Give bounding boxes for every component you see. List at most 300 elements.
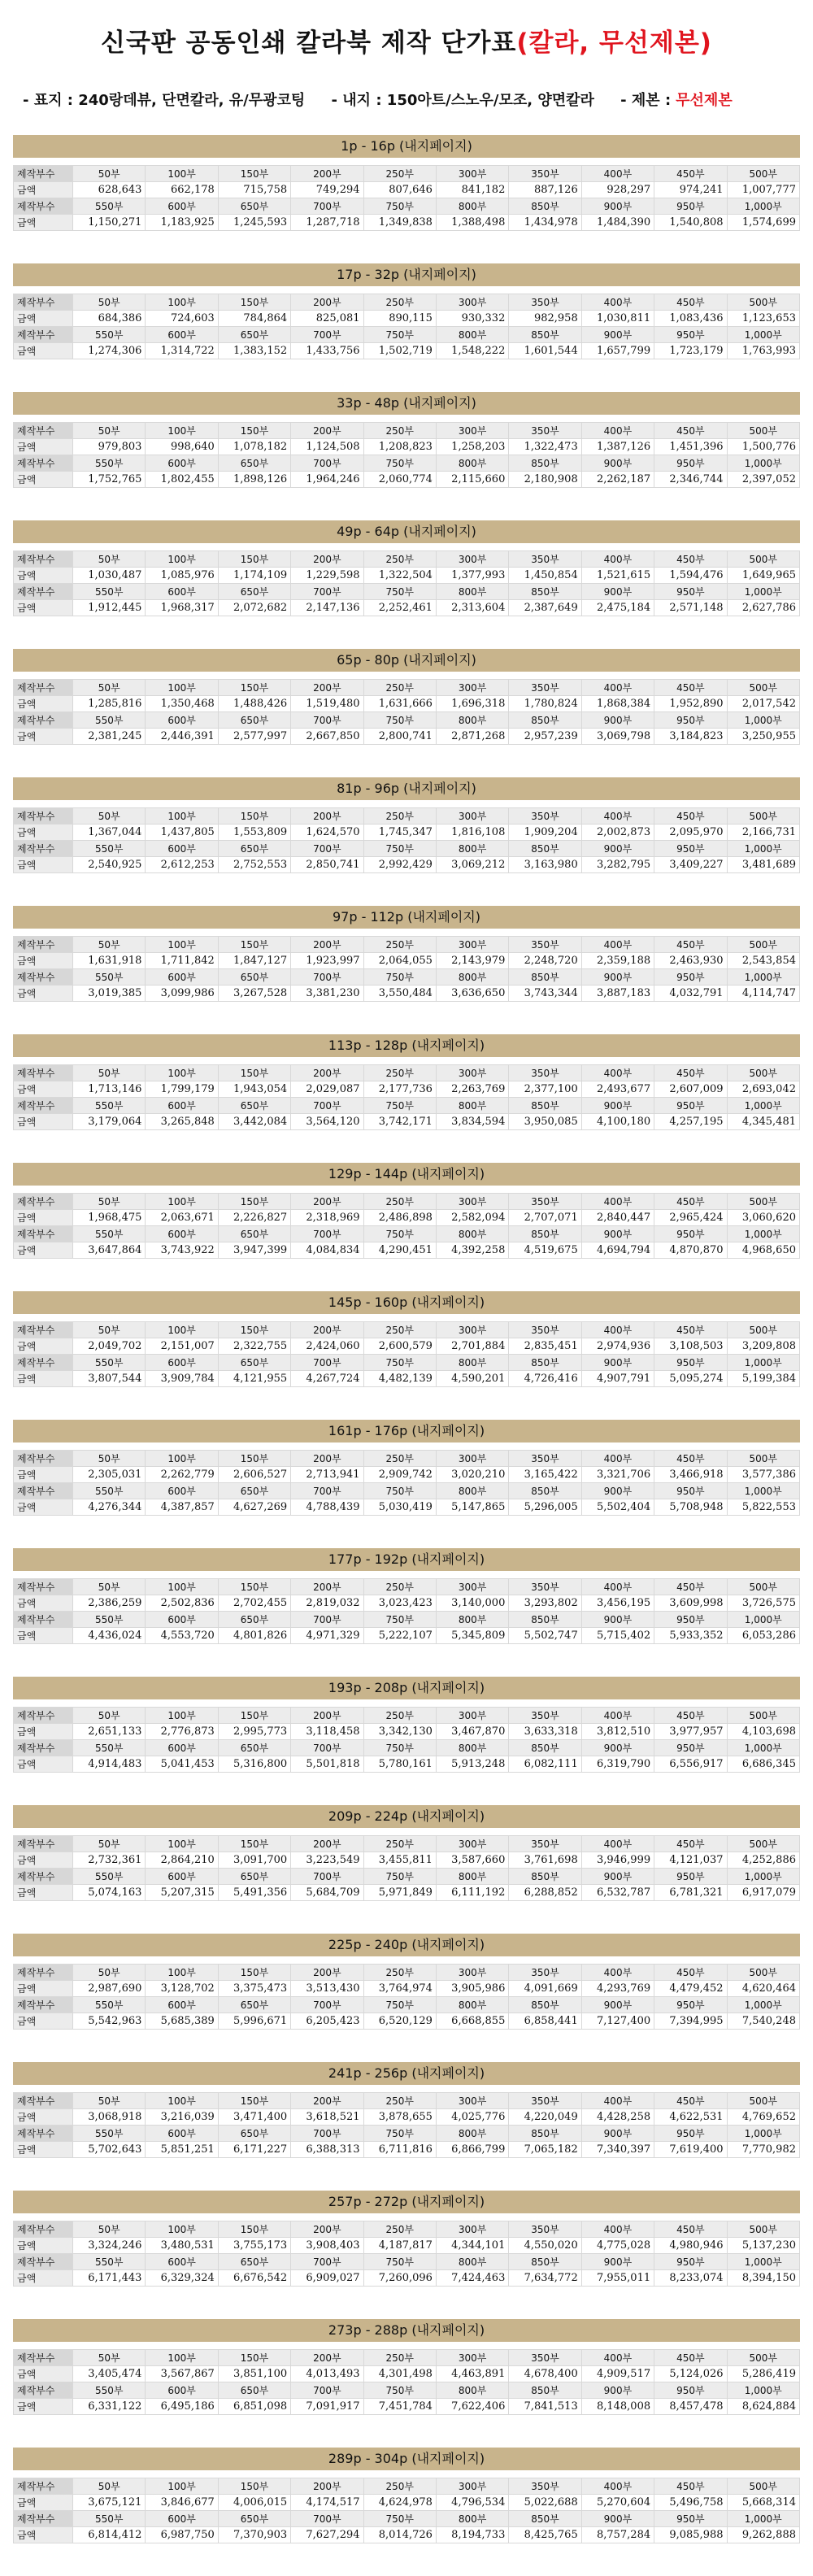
- quantity-row-label: 제작부수: [14, 198, 73, 215]
- quantity-row-cell: 300부: [436, 808, 508, 825]
- amount-row-cell: 1,007,777: [727, 182, 799, 198]
- quantity-row-cell: 100부: [146, 294, 218, 311]
- amount-row-cell: 1,624,570: [291, 825, 363, 841]
- quantity-row-cell: 750부: [363, 198, 436, 215]
- quantity-row-cell: 50부: [73, 1322, 146, 1338]
- quantity-row: [14, 1965, 800, 1981]
- amount-row-cell: 2,987,690: [73, 1981, 146, 1997]
- amount-row-cell: 5,702,643: [73, 2142, 146, 2158]
- amount-row-cell: 1,500,776: [727, 439, 799, 455]
- amount-row-label: 금액: [14, 825, 73, 841]
- amount-row-cell: 3,636,650: [436, 986, 508, 1002]
- amount-row-cell: 3,743,922: [146, 1242, 218, 1259]
- quantity-row-cell: 750부: [363, 1612, 436, 1628]
- quantity-row-cell: 900부: [581, 969, 654, 986]
- amount-row-cell: 1,314,722: [146, 343, 218, 359]
- section-page-range: 65p - 80p (내지페이지): [13, 649, 800, 672]
- quantity-row-cell: 600부: [146, 2382, 218, 2399]
- quantity-row-cell: 800부: [436, 584, 508, 600]
- amount-row-cell: 6,909,027: [291, 2270, 363, 2287]
- quantity-row-cell: 600부: [146, 1355, 218, 1371]
- quantity-row: [14, 423, 800, 439]
- quantity-row-cell: 650부: [218, 1355, 290, 1371]
- quantity-row-cell: 950부: [654, 327, 727, 343]
- quantity-row-cell: 250부: [363, 1194, 436, 1210]
- quantity-row-cell: 200부: [291, 680, 363, 696]
- quantity-row-cell: 350부: [509, 2221, 581, 2238]
- quantity-row-label: 제작부수: [14, 1997, 73, 2013]
- quantity-row-cell: 900부: [581, 1869, 654, 1885]
- amount-row-cell: 2,543,854: [727, 953, 799, 969]
- quantity-row-cell: 850부: [509, 969, 581, 986]
- quantity-row-cell: 300부: [436, 166, 508, 182]
- quantity-row-cell: 350부: [509, 680, 581, 696]
- amount-row-cell: 4,103,698: [727, 1724, 799, 1740]
- amount-row-cell: 4,276,344: [73, 1499, 146, 1516]
- amount-row-cell: 4,980,946: [654, 2238, 727, 2254]
- amount-row-cell: 3,609,998: [654, 1595, 727, 1612]
- amount-row-cell: 1,657,799: [581, 343, 654, 359]
- quantity-row: [14, 1997, 800, 2013]
- quantity-row-cell: 1,000부: [727, 1997, 799, 2013]
- amount-row-cell: 2,359,188: [581, 953, 654, 969]
- quantity-row-cell: 500부: [727, 1322, 799, 1338]
- quantity-row-cell: 600부: [146, 1612, 218, 1628]
- amount-row-cell: 2,475,184: [581, 600, 654, 616]
- quantity-row-cell: 150부: [218, 1708, 290, 1724]
- amount-row-cell: 1,763,993: [727, 343, 799, 359]
- amount-row-cell: 7,370,903: [218, 2527, 290, 2543]
- amount-row-cell: 1,387,126: [581, 439, 654, 455]
- quantity-row: [14, 198, 800, 215]
- quantity-row-cell: 950부: [654, 455, 727, 472]
- quantity-row-cell: 550부: [73, 2382, 146, 2399]
- amount-row-cell: 2,864,210: [146, 1852, 218, 1869]
- amount-row-cell: 4,775,028: [581, 2238, 654, 2254]
- quantity-row-cell: 400부: [581, 680, 654, 696]
- quantity-row-cell: 500부: [727, 423, 799, 439]
- spec-binding-label: - 제본 :: [620, 92, 672, 109]
- quantity-row-cell: 950부: [654, 1612, 727, 1628]
- quantity-row-cell: 600부: [146, 2126, 218, 2142]
- amount-row-cell: 3,947,399: [218, 1242, 290, 1259]
- quantity-row-cell: 500부: [727, 2350, 799, 2366]
- quantity-row-label: 제작부수: [14, 1098, 73, 1114]
- amount-row-cell: 3,909,784: [146, 1371, 218, 1387]
- amount-row: [14, 439, 800, 455]
- amount-row-cell: 5,316,800: [218, 1756, 290, 1773]
- quantity-row-cell: 700부: [291, 327, 363, 343]
- amount-row-cell: 5,996,671: [218, 2013, 290, 2030]
- quantity-row-cell: 850부: [509, 2511, 581, 2527]
- price-table: [13, 679, 800, 745]
- quantity-row-cell: 750부: [363, 2511, 436, 2527]
- quantity-row-cell: 950부: [654, 2254, 727, 2270]
- amount-row-cell: 3,020,210: [436, 1467, 508, 1483]
- amount-row-cell: 1,752,765: [73, 472, 146, 488]
- amount-row-cell: 3,321,706: [581, 1467, 654, 1483]
- quantity-row-cell: 500부: [727, 1708, 799, 1724]
- amount-row-cell: 5,222,107: [363, 1628, 436, 1644]
- amount-row-cell: 2,029,087: [291, 1081, 363, 1098]
- quantity-row-cell: 750부: [363, 327, 436, 343]
- amount-row-cell: 6,319,790: [581, 1756, 654, 1773]
- amount-row-cell: 930,332: [436, 311, 508, 327]
- amount-row-cell: 6,711,816: [363, 2142, 436, 2158]
- quantity-row-cell: 400부: [581, 937, 654, 953]
- amount-row: [14, 1756, 800, 1773]
- quantity-row: [14, 2350, 800, 2366]
- quantity-row-cell: 700부: [291, 1098, 363, 1114]
- quantity-row-cell: 350부: [509, 1836, 581, 1852]
- quantity-row-cell: 550부: [73, 198, 146, 215]
- price-section: [0, 520, 813, 649]
- price-table: [13, 2221, 800, 2287]
- quantity-row-cell: 500부: [727, 1194, 799, 1210]
- quantity-row-cell: 600부: [146, 1740, 218, 1756]
- quantity-row-cell: 350부: [509, 937, 581, 953]
- quantity-row-cell: 150부: [218, 551, 290, 568]
- amount-row-cell: 1,912,445: [73, 600, 146, 616]
- quantity-row-cell: 700부: [291, 1355, 363, 1371]
- quantity-row: [14, 808, 800, 825]
- quantity-row-cell: 550부: [73, 969, 146, 986]
- quantity-row-cell: 300부: [436, 1065, 508, 1081]
- quantity-row-cell: 800부: [436, 1997, 508, 2013]
- amount-row: [14, 2142, 800, 2158]
- quantity-row-cell: 950부: [654, 712, 727, 729]
- quantity-row-cell: 900부: [581, 2511, 654, 2527]
- amount-row-cell: 4,091,669: [509, 1981, 581, 1997]
- quantity-row-cell: 550부: [73, 1483, 146, 1499]
- quantity-row-cell: 1,000부: [727, 712, 799, 729]
- amount-row-cell: 3,513,430: [291, 1981, 363, 1997]
- amount-row-cell: 1,350,468: [146, 696, 218, 712]
- amount-row-cell: 6,331,122: [73, 2399, 146, 2415]
- quantity-row-label: 제작부수: [14, 1869, 73, 1885]
- amount-row-cell: 3,216,039: [146, 2109, 218, 2126]
- price-table: [13, 294, 800, 359]
- quantity-row-cell: 850부: [509, 198, 581, 215]
- quantity-row-cell: 100부: [146, 937, 218, 953]
- amount-row-cell: 1,287,718: [291, 215, 363, 231]
- quantity-row-cell: 550부: [73, 1869, 146, 1885]
- quantity-row-cell: 550부: [73, 712, 146, 729]
- quantity-row-cell: 1,000부: [727, 969, 799, 986]
- amount-row-cell: 4,870,870: [654, 1242, 727, 1259]
- quantity-row-cell: 400부: [581, 808, 654, 825]
- quantity-row-cell: 900부: [581, 455, 654, 472]
- quantity-row-cell: 150부: [218, 1065, 290, 1081]
- price-section: [0, 649, 813, 777]
- quantity-row-cell: 450부: [654, 166, 727, 182]
- quantity-row-cell: 450부: [654, 1322, 727, 1338]
- quantity-row-cell: 950부: [654, 2382, 727, 2399]
- spec-inner: - 내지 : 150아트/스노우/모조, 양면칼라: [331, 92, 594, 109]
- amount-row-cell: 4,627,269: [218, 1499, 290, 1516]
- amount-row-cell: 4,550,020: [509, 2238, 581, 2254]
- quantity-row: [14, 584, 800, 600]
- amount-row-cell: 6,686,345: [727, 1756, 799, 1773]
- amount-row-cell: 2,577,997: [218, 729, 290, 745]
- quantity-row-label: 제작부수: [14, 1483, 73, 1499]
- amount-row-cell: 1,030,487: [73, 568, 146, 584]
- amount-row-cell: 8,457,478: [654, 2399, 727, 2415]
- amount-row-cell: 4,726,416: [509, 1371, 581, 1387]
- quantity-row-cell: 150부: [218, 808, 290, 825]
- amount-row-cell: 2,115,660: [436, 472, 508, 488]
- amount-row-cell: 3,481,689: [727, 857, 799, 873]
- amount-row-cell: 807,646: [363, 182, 436, 198]
- amount-row-cell: 2,064,055: [363, 953, 436, 969]
- amount-row-cell: 784,864: [218, 311, 290, 327]
- quantity-row-cell: 700부: [291, 2254, 363, 2270]
- quantity-row-cell: 200부: [291, 1579, 363, 1595]
- amount-row: [14, 2270, 800, 2287]
- amount-row-cell: 2,049,702: [73, 1338, 146, 1355]
- quantity-row-cell: 50부: [73, 294, 146, 311]
- amount-row-label: 금액: [14, 2366, 73, 2382]
- amount-row-cell: 1,150,271: [73, 215, 146, 231]
- quantity-row-cell: 600부: [146, 327, 218, 343]
- quantity-row-cell: 500부: [727, 2478, 799, 2495]
- amount-row: [14, 343, 800, 359]
- amount-row-cell: 4,344,101: [436, 2238, 508, 2254]
- quantity-row-cell: 550부: [73, 1740, 146, 1756]
- quantity-row-cell: 800부: [436, 841, 508, 857]
- amount-row-cell: 5,124,026: [654, 2366, 727, 2382]
- amount-row-cell: 1,484,390: [581, 215, 654, 231]
- quantity-row-cell: 450부: [654, 937, 727, 953]
- quantity-row-cell: 50부: [73, 1451, 146, 1467]
- amount-row-label: 금액: [14, 696, 73, 712]
- amount-row-cell: 7,394,995: [654, 2013, 727, 2030]
- price-section: [0, 1805, 813, 1934]
- amount-row-cell: 5,502,747: [509, 1628, 581, 1644]
- quantity-row: [14, 551, 800, 568]
- quantity-row-cell: 950부: [654, 2511, 727, 2527]
- amount-row: [14, 696, 800, 712]
- quantity-row-cell: 400부: [581, 166, 654, 182]
- amount-row-cell: 1,388,498: [436, 215, 508, 231]
- spec-cover: - 표지 : 240랑데뷰, 단면칼라, 유/무광코팅: [23, 92, 306, 109]
- amount-row-cell: 5,345,809: [436, 1628, 508, 1644]
- quantity-row-cell: 700부: [291, 1740, 363, 1756]
- amount-row-label: 금액: [14, 2109, 73, 2126]
- quantity-row-cell: 600부: [146, 841, 218, 857]
- quantity-row-cell: 400부: [581, 1322, 654, 1338]
- quantity-row-cell: 650부: [218, 969, 290, 986]
- amount-row-cell: 1,274,306: [73, 343, 146, 359]
- quantity-row-cell: 500부: [727, 937, 799, 953]
- amount-row-cell: 8,394,150: [727, 2270, 799, 2287]
- amount-row-cell: 1,909,204: [509, 825, 581, 841]
- price-section: [0, 906, 813, 1034]
- quantity-row-cell: 50부: [73, 2350, 146, 2366]
- quantity-row-cell: 450부: [654, 1836, 727, 1852]
- amount-row-cell: 3,442,084: [218, 1114, 290, 1130]
- amount-row-cell: 3,324,246: [73, 2238, 146, 2254]
- amount-row-cell: 6,288,852: [509, 1885, 581, 1901]
- price-section: [0, 1163, 813, 1291]
- quantity-row-label: 제작부수: [14, 551, 73, 568]
- amount-row-cell: 4,121,037: [654, 1852, 727, 1869]
- amount-row: [14, 2013, 800, 2030]
- amount-row-cell: 1,519,480: [291, 696, 363, 712]
- quantity-row-cell: 50부: [73, 680, 146, 696]
- amount-row-cell: 5,684,709: [291, 1885, 363, 1901]
- amount-row-cell: 9,262,888: [727, 2527, 799, 2543]
- amount-row-cell: 3,755,173: [218, 2238, 290, 2254]
- price-table: [13, 2349, 800, 2415]
- quantity-row-label: 제작부수: [14, 712, 73, 729]
- amount-row-cell: 3,633,318: [509, 1724, 581, 1740]
- quantity-row: [14, 1708, 800, 1724]
- amount-row-cell: 7,841,513: [509, 2399, 581, 2415]
- amount-row-cell: 1,322,504: [363, 568, 436, 584]
- amount-row-cell: 4,907,791: [581, 1371, 654, 1387]
- amount-row-cell: 2,600,579: [363, 1338, 436, 1355]
- amount-row: [14, 1338, 800, 1355]
- amount-row: [14, 1114, 800, 1130]
- quantity-row-cell: 550부: [73, 841, 146, 857]
- amount-row-cell: 4,100,180: [581, 1114, 654, 1130]
- quantity-row-cell: 950부: [654, 1483, 727, 1499]
- amount-row-cell: 1,631,918: [73, 953, 146, 969]
- amount-row-cell: 1,451,396: [654, 439, 727, 455]
- amount-row: [14, 1724, 800, 1740]
- amount-row-cell: 4,392,258: [436, 1242, 508, 1259]
- amount-row-cell: 3,068,918: [73, 2109, 146, 2126]
- quantity-row-cell: 900부: [581, 2126, 654, 2142]
- amount-row-cell: 3,163,980: [509, 857, 581, 873]
- amount-row: [14, 1885, 800, 1901]
- amount-row-cell: 4,482,139: [363, 1371, 436, 1387]
- amount-row-cell: 4,624,978: [363, 2495, 436, 2511]
- quantity-row-cell: 600부: [146, 969, 218, 986]
- quantity-row-cell: 150부: [218, 2221, 290, 2238]
- quantity-row: [14, 1322, 800, 1338]
- amount-row-cell: 3,250,955: [727, 729, 799, 745]
- quantity-row-cell: 800부: [436, 2126, 508, 2142]
- quantity-row-cell: 600부: [146, 712, 218, 729]
- amount-row-cell: 1,258,203: [436, 439, 508, 455]
- amount-row-cell: 3,455,811: [363, 1852, 436, 1869]
- quantity-row-cell: 1,000부: [727, 2511, 799, 2527]
- quantity-row-cell: 150부: [218, 680, 290, 696]
- quantity-row: [14, 2511, 800, 2527]
- quantity-row-cell: 750부: [363, 1740, 436, 1756]
- quantity-row-cell: 750부: [363, 712, 436, 729]
- quantity-row-cell: 400부: [581, 2093, 654, 2109]
- amount-row-cell: 2,072,682: [218, 600, 290, 616]
- quantity-row-cell: 650부: [218, 455, 290, 472]
- amount-row-cell: 3,834,594: [436, 1114, 508, 1130]
- quantity-row-cell: 850부: [509, 1483, 581, 1499]
- quantity-row-cell: 350부: [509, 551, 581, 568]
- quantity-row-cell: 700부: [291, 841, 363, 857]
- quantity-row-cell: 350부: [509, 1579, 581, 1595]
- section-page-range: 1p - 16p (내지페이지): [13, 135, 800, 158]
- quantity-row-cell: 900부: [581, 712, 654, 729]
- amount-row-cell: 998,640: [146, 439, 218, 455]
- amount-row-label: 금액: [14, 2495, 73, 2511]
- amount-row-cell: 7,091,917: [291, 2399, 363, 2415]
- amount-row: [14, 1981, 800, 1997]
- quantity-row-cell: 150부: [218, 1579, 290, 1595]
- quantity-row-cell: 450부: [654, 808, 727, 825]
- quantity-row-cell: 600부: [146, 1226, 218, 1242]
- quantity-row-cell: 900부: [581, 1740, 654, 1756]
- amount-row-cell: 4,788,439: [291, 1499, 363, 1516]
- amount-row: [14, 1210, 800, 1226]
- quantity-row-cell: 750부: [363, 1226, 436, 1242]
- quantity-row-cell: 100부: [146, 2093, 218, 2109]
- quantity-row-cell: 100부: [146, 551, 218, 568]
- amount-row: [14, 568, 800, 584]
- amount-row-label: 금액: [14, 439, 73, 455]
- section-page-range: 113p - 128p (내지페이지): [13, 1034, 800, 1057]
- amount-row-cell: 3,743,344: [509, 986, 581, 1002]
- amount-row-cell: 887,126: [509, 182, 581, 198]
- quantity-row-cell: 700부: [291, 1483, 363, 1499]
- quantity-row-cell: 800부: [436, 455, 508, 472]
- amount-row-cell: 982,958: [509, 311, 581, 327]
- amount-row-cell: 4,345,481: [727, 1114, 799, 1130]
- amount-row-cell: 2,693,042: [727, 1081, 799, 1098]
- amount-row-cell: 5,668,314: [727, 2495, 799, 2511]
- amount-row: [14, 1595, 800, 1612]
- quantity-row-cell: 700부: [291, 2126, 363, 2142]
- quantity-row-cell: 750부: [363, 584, 436, 600]
- quantity-row-cell: 950부: [654, 841, 727, 857]
- amount-row-cell: 1,229,598: [291, 568, 363, 584]
- amount-row-cell: 2,166,731: [727, 825, 799, 841]
- quantity-row-cell: 550부: [73, 1997, 146, 2013]
- amount-row-cell: 2,387,649: [509, 600, 581, 616]
- amount-row-cell: 5,822,553: [727, 1499, 799, 1516]
- quantity-row-cell: 950부: [654, 1355, 727, 1371]
- amount-row-cell: 6,520,129: [363, 2013, 436, 2030]
- quantity-row-cell: 650부: [218, 198, 290, 215]
- quantity-row-label: 제작부수: [14, 841, 73, 857]
- quantity-row-cell: 200부: [291, 1708, 363, 1724]
- amount-row-cell: 2,701,884: [436, 1338, 508, 1355]
- quantity-row-label: 제작부수: [14, 423, 73, 439]
- quantity-row-cell: 900부: [581, 1355, 654, 1371]
- quantity-row-cell: 350부: [509, 1194, 581, 1210]
- amount-row-cell: 5,501,818: [291, 1756, 363, 1773]
- quantity-row-cell: 750부: [363, 455, 436, 472]
- quantity-row-cell: 200부: [291, 423, 363, 439]
- price-table: [13, 807, 800, 873]
- quantity-row-cell: 300부: [436, 1194, 508, 1210]
- amount-row-cell: 4,678,400: [509, 2366, 581, 2382]
- quantity-row-cell: 150부: [218, 1451, 290, 1467]
- quantity-row-label: 제작부수: [14, 2093, 73, 2109]
- quantity-row-cell: 200부: [291, 2478, 363, 2495]
- amount-row-label: 금액: [14, 1338, 73, 1355]
- amount-row-cell: 7,634,772: [509, 2270, 581, 2287]
- amount-row-cell: 5,851,251: [146, 2142, 218, 2158]
- amount-row-cell: 6,205,423: [291, 2013, 363, 2030]
- quantity-row-cell: 400부: [581, 2478, 654, 2495]
- quantity-row-cell: 200부: [291, 1451, 363, 1467]
- quantity-row-cell: 450부: [654, 1965, 727, 1981]
- quantity-row-cell: 1,000부: [727, 455, 799, 472]
- amount-row-cell: 1,183,925: [146, 215, 218, 231]
- quantity-row-label: 제작부수: [14, 1355, 73, 1371]
